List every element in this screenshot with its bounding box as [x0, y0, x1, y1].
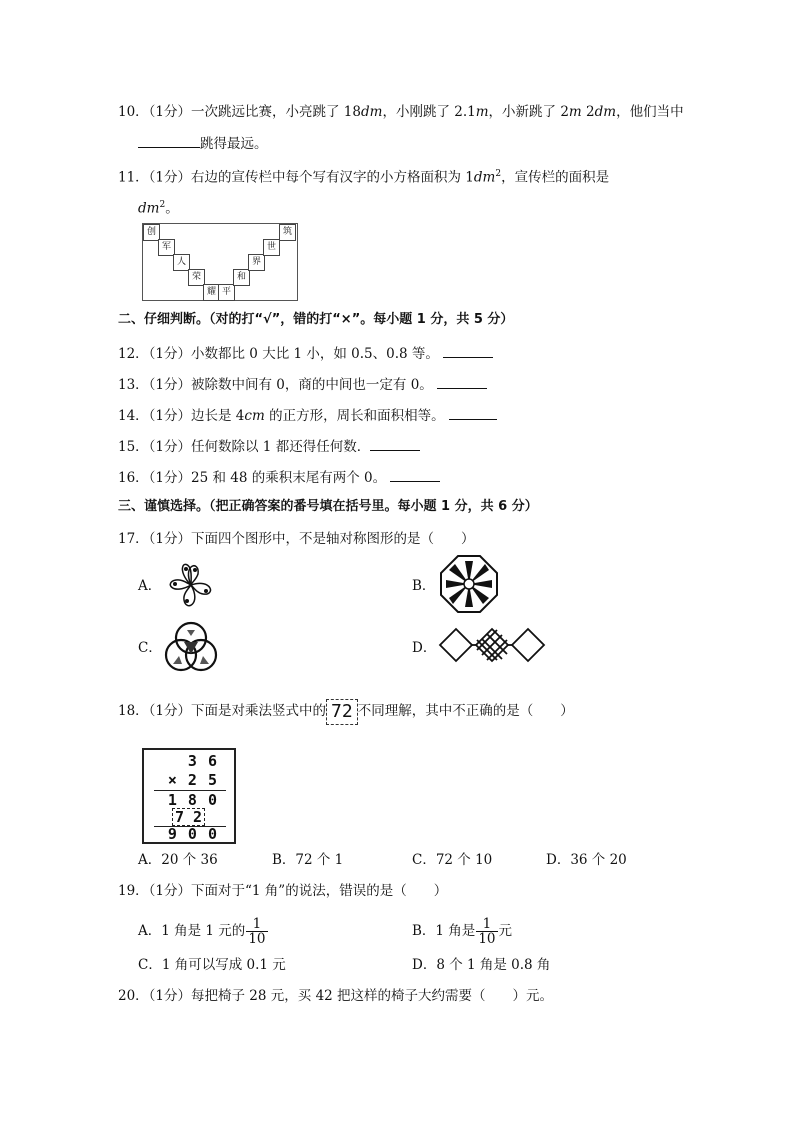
bulletin-board-figure: [142, 223, 298, 301]
question-12: 12．（1分）小数都比 0 大比 1 小，如 0.5、0.8 等。: [118, 343, 493, 364]
board-cell: 筑: [279, 224, 296, 241]
triquetra-figure: [162, 618, 220, 676]
board-cell: 荣: [188, 269, 205, 286]
question-14: 14．（1分）边长是 4cm 的正方形，周长和面积相等。: [118, 405, 497, 426]
section-3-title: 三、谨慎选择。（把正确答案的番号填在括号里。每小题 1 分，共 6 分）: [118, 499, 538, 514]
question-18: 18．（1分）下面是对乘法竖式中的 72 不同理解，其中不正确的是（ ）: [118, 697, 574, 725]
question-15: 15．（1分）任何数除以 1 都还得任何数．: [118, 436, 420, 457]
q17-option-c[interactable]: C．: [138, 640, 162, 656]
board-cell: 军: [158, 239, 175, 256]
fraction: $\frac{1}{10}$: [248, 916, 266, 947]
answer-blank[interactable]: [443, 343, 493, 358]
question-10: 10．（1分）一次跳远比赛，小亮跳了 18dm，小刚跳了 2.1m，小新跳了 2m 2dm，他们当中: [118, 104, 684, 120]
q19-option-b[interactable]: B．1 角是 $\frac{1}{10}$ 元: [412, 916, 512, 947]
q18-option-c[interactable]: C．72 个 10: [412, 852, 493, 868]
octagon-star-figure: [438, 553, 500, 615]
highlighted-72-box: 72: [326, 699, 358, 725]
fraction: $\frac{1}{10}$: [478, 916, 496, 947]
question-17: 17．（1分）下面四个图形中，不是轴对称图形的是（ ）: [118, 531, 475, 547]
vertical-multiplication-figure: 3 6 × 2 5 1 8 0 7 2 9 0 0: [142, 748, 236, 844]
question-11: 11．（1分）右边的宣传栏中每个写有汉字的小方格面积为 $1dm^2$，宣传栏的面积是: [118, 169, 610, 186]
answer-blank[interactable]: [449, 405, 497, 420]
board-cell: 和: [233, 269, 250, 286]
answer-blank[interactable]: [138, 133, 200, 148]
question-11-line2: $dm^2$。: [138, 200, 179, 217]
answer-blank[interactable]: [390, 467, 440, 482]
q19-option-d[interactable]: D．8 个 1 角是 0.8 角: [412, 957, 551, 973]
board-cell: 耀: [203, 284, 220, 301]
q18-option-d[interactable]: D．36 个 20: [546, 852, 627, 868]
board-cell: 世: [263, 239, 280, 256]
answer-blank[interactable]: [370, 436, 420, 451]
question-10-line2: 跳得最远。: [138, 133, 268, 154]
bauhinia-flower-figure: [162, 556, 220, 614]
question-19: 19．（1分）下面对于“1 角”的说法，错误的是（ ）: [118, 883, 448, 899]
q17-option-b[interactable]: B．: [412, 578, 436, 594]
board-cell: 平: [218, 284, 235, 301]
answer-blank[interactable]: [437, 374, 487, 389]
board-cell: 创: [143, 224, 160, 241]
question-13: 13．（1分）被除数中间有 0，商的中间也一定有 0。: [118, 374, 487, 395]
board-cell: 人: [173, 254, 190, 271]
q19-option-a[interactable]: A．1 角是 1 元的 $\frac{1}{10}$: [138, 916, 266, 947]
board-cell: 界: [248, 254, 265, 271]
question-20: 20．（1分）每把椅子 28 元，买 42 把这样的椅子大约需要（ ）元。: [118, 988, 554, 1004]
endless-knot-figure: [438, 622, 546, 668]
q18-option-b[interactable]: B．72 个 1: [272, 852, 344, 868]
q19-option-c[interactable]: C．1 角可以写成 0.1 元: [138, 957, 286, 973]
q17-option-a[interactable]: A．: [138, 578, 162, 594]
section-2-title: 二、仔细判断。（对的打“√”，错的打“×”。每小题 1 分，共 5 分）: [118, 312, 514, 327]
q17-option-d[interactable]: D．: [412, 640, 437, 656]
question-16: 16．（1分）25 和 48 的乘积末尾有两个 0。: [118, 467, 440, 488]
q18-option-a[interactable]: A．20 个 36: [138, 852, 218, 868]
